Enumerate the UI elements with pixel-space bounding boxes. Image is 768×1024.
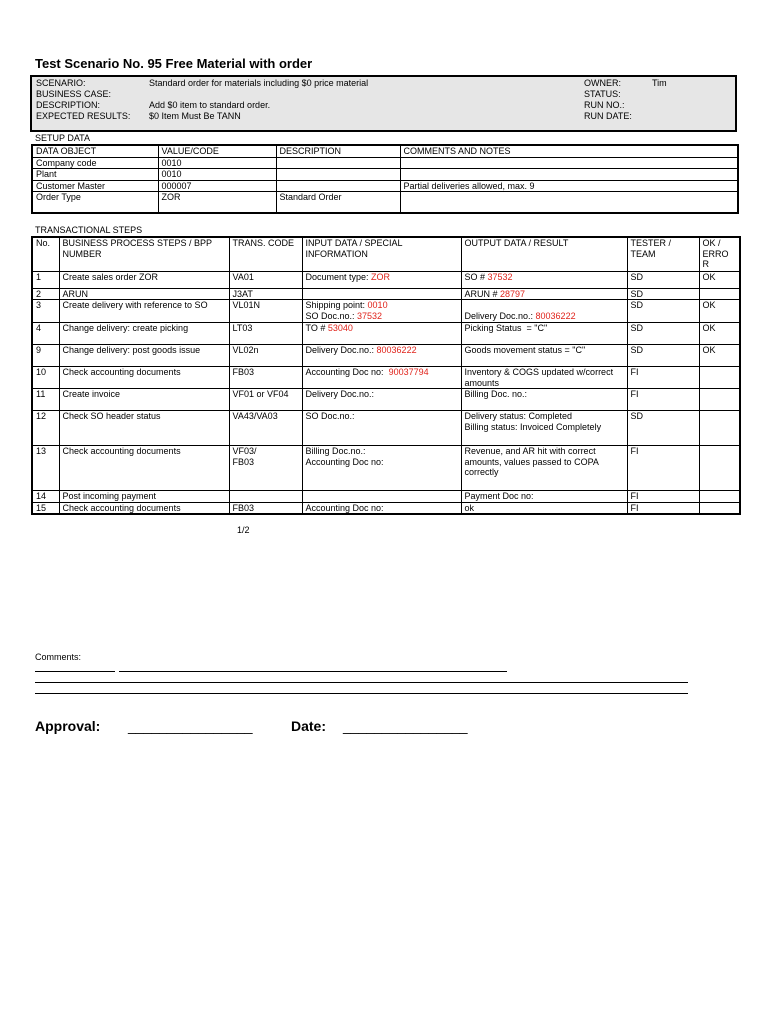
highlighted-value: 28797 xyxy=(500,288,526,299)
cell-text: ok xyxy=(464,502,475,513)
cell-text: Document type: xyxy=(305,271,372,282)
status-label: STATUS: xyxy=(584,89,621,99)
step-description: ARUN xyxy=(59,288,229,300)
output-data xyxy=(461,411,627,446)
expected-results-label: EXPECTED RESULTS: xyxy=(36,111,131,121)
step-row xyxy=(32,345,740,367)
step-description: Change delivery: post goods issue xyxy=(59,345,229,367)
step-row xyxy=(32,502,740,514)
setup-cell xyxy=(400,157,738,169)
step-row xyxy=(32,491,740,503)
cell-text: Picking Status = "C" xyxy=(464,323,548,333)
transaction-code: VA01 xyxy=(229,271,302,288)
setup-cell: Standard Order xyxy=(276,192,400,213)
transaction-code: FB03 xyxy=(229,502,302,514)
step-description: Check accounting documents xyxy=(59,367,229,389)
step-description: Create delivery with reference to SO xyxy=(59,300,229,323)
highlighted-value: ZOR xyxy=(371,271,391,282)
setup-cell xyxy=(400,169,738,181)
input-data xyxy=(302,389,461,411)
highlighted-value: 0010 xyxy=(367,300,388,310)
step-description: Check accounting documents xyxy=(59,446,229,491)
comments-line-1 xyxy=(119,671,507,672)
setup-cell: 0010 xyxy=(158,169,276,181)
step-number: 4 xyxy=(32,323,59,345)
setup-cell xyxy=(400,192,738,213)
input-data xyxy=(302,491,461,503)
date-field[interactable]: ________________ xyxy=(343,718,468,734)
output-data xyxy=(461,502,627,514)
cell-text: Shipping point: xyxy=(305,300,368,310)
transactional-table xyxy=(31,236,741,515)
comments-label: Comments: xyxy=(35,652,82,662)
transaction-code: J3AT xyxy=(229,288,302,300)
tester-team: SD xyxy=(627,288,699,300)
description-label: DESCRIPTION: xyxy=(36,100,101,110)
comments-line-short xyxy=(35,671,115,672)
tester-team: SD xyxy=(627,323,699,345)
step-number: 2 xyxy=(32,288,59,300)
input-data xyxy=(302,367,461,389)
transaction-code: VA43/VA03 xyxy=(229,411,302,446)
tester-team: SD xyxy=(627,271,699,288)
step-description: Check accounting documents xyxy=(59,502,229,514)
cell-text: ARUN # xyxy=(464,288,501,299)
cell-text: Billing Doc. no.: xyxy=(464,389,528,399)
step-number: 3 xyxy=(32,300,59,323)
setup-cell xyxy=(276,180,400,192)
transaction-code: FB03 xyxy=(229,367,302,389)
setup-cell: 000007 xyxy=(158,180,276,192)
page-title: Test Scenario No. 95 Free Material with order xyxy=(35,56,313,71)
ok-error-status xyxy=(699,288,740,300)
cell-text: Delivery status: Completed Billing status: Invoiced Completely xyxy=(464,411,602,432)
step-row xyxy=(32,446,740,491)
setup-row xyxy=(32,157,738,169)
highlighted-value: 37532 xyxy=(357,310,383,321)
cell-text: Revenue, and AR hit with correct amounts, values passed to COPA correctly xyxy=(464,446,601,477)
setup-cell: 0010 xyxy=(158,157,276,169)
cell-text: Accounting Doc no: xyxy=(305,367,389,377)
step-description: Create invoice xyxy=(59,389,229,411)
setup-cell: Company code xyxy=(32,157,158,169)
output-data xyxy=(461,389,627,411)
ok-error-status: OK xyxy=(699,300,740,323)
setup-table xyxy=(31,144,739,214)
input-data xyxy=(302,411,461,446)
step-row xyxy=(32,288,740,300)
input-data xyxy=(302,345,461,367)
step-number: 14 xyxy=(32,491,59,503)
transaction-code xyxy=(229,491,302,503)
step-description: Check SO header status xyxy=(59,411,229,446)
step-number: 15 xyxy=(32,502,59,514)
input-data xyxy=(302,502,461,514)
cell-text: Delivery Doc.no.: xyxy=(305,389,375,399)
step-number: 11 xyxy=(32,389,59,411)
setup-column-header: VALUE/CODE xyxy=(158,145,276,157)
setup-cell: ZOR xyxy=(158,192,276,213)
steps-column-header: OUTPUT DATA / RESULT xyxy=(461,237,627,271)
output-data xyxy=(461,288,627,300)
step-description: Create sales order ZOR xyxy=(59,271,229,288)
output-data xyxy=(461,323,627,345)
setup-row xyxy=(32,192,738,213)
input-data xyxy=(302,446,461,491)
approval-field[interactable]: ________________ xyxy=(128,718,253,734)
step-row xyxy=(32,271,740,288)
business-case-label: BUSINESS CASE: xyxy=(36,89,112,99)
steps-column-header: No. xyxy=(32,237,59,271)
ok-error-status: OK xyxy=(699,345,740,367)
transaction-code: LT03 xyxy=(229,323,302,345)
transactional-section-label: TRANSACTIONAL STEPS xyxy=(35,225,143,235)
comments-line-3 xyxy=(35,693,688,694)
run-no-label: RUN NO.: xyxy=(584,100,625,110)
run-date-label: RUN DATE: xyxy=(584,111,632,121)
approval-label: Approval: xyxy=(35,718,101,734)
step-number: 12 xyxy=(32,411,59,446)
setup-cell: Customer Master xyxy=(32,180,158,192)
scenario-header xyxy=(30,75,737,132)
ok-error-status xyxy=(699,446,740,491)
setup-cell xyxy=(276,169,400,181)
owner-value: Tim xyxy=(652,78,667,88)
cell-text: Goods movement status = "C" xyxy=(464,345,586,355)
output-data xyxy=(461,367,627,389)
ok-error-status: OK xyxy=(699,271,740,288)
cell-text: TO # xyxy=(305,323,328,333)
highlighted-value: 80036222 xyxy=(535,310,576,321)
step-number: 13 xyxy=(32,446,59,491)
tester-team: SD xyxy=(627,411,699,446)
cell-text: Delivery Doc.no.: xyxy=(464,310,534,321)
input-data xyxy=(302,323,461,345)
cell-text: Inventory & COGS updated w/correct amounts xyxy=(464,367,616,388)
step-number: 1 xyxy=(32,271,59,288)
highlighted-value: 53040 xyxy=(327,323,353,333)
cell-text: SO Doc.no.: xyxy=(305,310,355,321)
setup-cell: Plant xyxy=(32,169,158,181)
setup-row xyxy=(32,169,738,181)
setup-row xyxy=(32,180,738,192)
output-data xyxy=(461,491,627,503)
scenario-label: SCENARIO: xyxy=(36,78,86,88)
description-value: Add $0 item to standard order. xyxy=(149,100,271,110)
step-row xyxy=(32,389,740,411)
step-description: Post incoming payment xyxy=(59,491,229,503)
step-description: Change delivery: create picking xyxy=(59,323,229,345)
step-row xyxy=(32,411,740,446)
date-label: Date: xyxy=(291,718,327,734)
transaction-code: VF01 or VF04 xyxy=(229,389,302,411)
cell-text: Payment Doc no: xyxy=(464,491,534,501)
step-number: 10 xyxy=(32,367,59,389)
setup-section-label: SETUP DATA xyxy=(35,133,91,143)
setup-cell: Partial deliveries allowed, max. 9 xyxy=(400,180,738,192)
setup-column-header: DATA OBJECT xyxy=(32,145,158,157)
steps-column-header: OK / ERRO R xyxy=(699,237,740,271)
tester-team: FI xyxy=(627,491,699,503)
ok-error-status xyxy=(699,502,740,514)
step-number: 9 xyxy=(32,345,59,367)
tester-team: FI xyxy=(627,389,699,411)
setup-cell: Order Type xyxy=(32,192,158,213)
steps-column-header: INPUT DATA / SPECIAL INFORMATION xyxy=(302,237,461,271)
cell-text: Accounting Doc no: xyxy=(305,502,384,513)
expected-results-value: $0 Item Must Be TANN xyxy=(149,111,241,121)
output-data xyxy=(461,300,627,323)
step-row xyxy=(32,367,740,389)
tester-team: SD xyxy=(627,300,699,323)
tester-team: SD xyxy=(627,345,699,367)
cell-text: SO # xyxy=(464,271,488,282)
tester-team: FI xyxy=(627,502,699,514)
highlighted-value: 80036222 xyxy=(376,345,417,355)
output-data xyxy=(461,446,627,491)
ok-error-status xyxy=(699,389,740,411)
transaction-code: VL02n xyxy=(229,345,302,367)
output-data xyxy=(461,345,627,367)
ok-error-status: OK xyxy=(699,323,740,345)
step-row xyxy=(32,300,740,323)
ok-error-status xyxy=(699,367,740,389)
comments-line-2 xyxy=(35,682,688,683)
steps-column-header: TESTER / TEAM xyxy=(627,237,699,271)
highlighted-value: 37532 xyxy=(487,271,513,282)
input-data xyxy=(302,288,461,300)
ok-error-status xyxy=(699,491,740,503)
steps-column-header: BUSINESS PROCESS STEPS / BPP NUMBER xyxy=(59,237,229,271)
input-data xyxy=(302,271,461,288)
owner-label: OWNER: xyxy=(584,78,621,88)
page-number: 1/2 xyxy=(237,525,250,535)
input-data xyxy=(302,300,461,323)
tester-team: FI xyxy=(627,367,699,389)
setup-cell xyxy=(276,157,400,169)
output-data xyxy=(461,271,627,288)
cell-text: Delivery Doc.no.: xyxy=(305,345,377,355)
step-row xyxy=(32,323,740,345)
highlighted-value: 90037794 xyxy=(388,367,429,377)
transaction-code: VF03/ FB03 xyxy=(229,446,302,491)
cell-text: SO Doc.no.: xyxy=(305,411,355,421)
tester-team: FI xyxy=(627,446,699,491)
setup-column-header: DESCRIPTION xyxy=(276,145,400,157)
setup-column-header: COMMENTS AND NOTES xyxy=(400,145,738,157)
ok-error-status xyxy=(699,411,740,446)
scenario-value: Standard order for materials including $0 price material xyxy=(149,78,369,88)
cell-text: Billing Doc.no.: Accounting Doc no: xyxy=(305,446,384,467)
transaction-code: VL01N xyxy=(229,300,302,323)
steps-column-header: TRANS. CODE xyxy=(229,237,302,271)
